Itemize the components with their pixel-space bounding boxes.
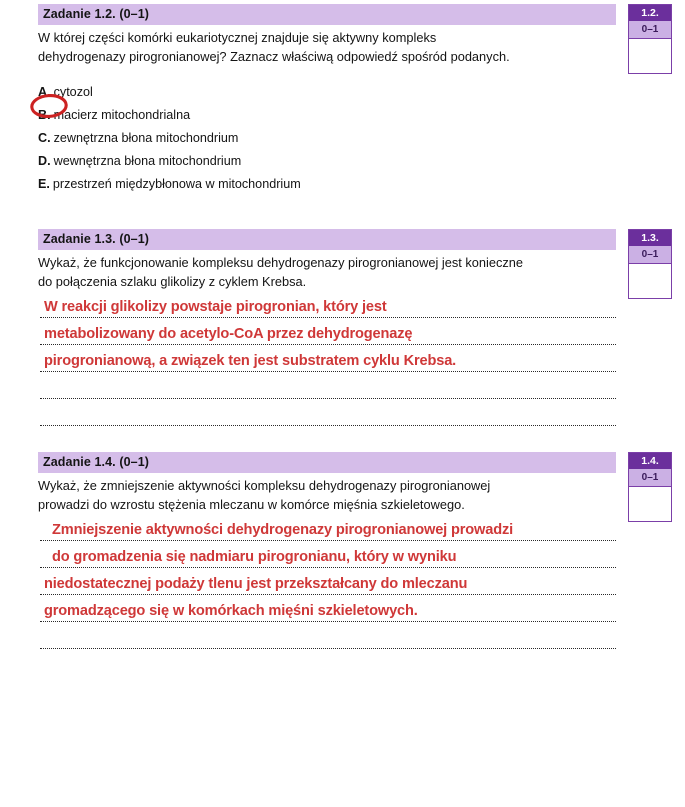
scorebox-1-2-value[interactable] <box>629 39 671 73</box>
task-1-2-stem <box>38 25 616 66</box>
option-e-letter: E. <box>38 177 50 191</box>
option-a-label: cytozol <box>53 85 93 99</box>
scorebox-1-4-number: 1.4. <box>629 453 671 469</box>
scorebox-1-3-range: 0–1 <box>629 246 671 264</box>
task-block-1-3 <box>38 229 678 430</box>
writing-line[interactable] <box>38 295 616 322</box>
writing-line[interactable] <box>38 322 616 349</box>
option-c-letter: C. <box>38 131 51 145</box>
task-1-4-stem-line-2: prowadzi do wzrostu stężenia mleczanu w komórce mięśnia szkieletowego. <box>38 497 465 512</box>
task-1-4-body <box>38 452 616 653</box>
option-c[interactable] <box>38 127 616 150</box>
option-c-label: zewnętrzna błona mitochondrium <box>53 131 239 145</box>
task-block-1-4 <box>38 452 678 653</box>
scorebox-1-3-number: 1.3. <box>629 230 671 246</box>
task-1-4-header: Zadanie 1.4. (0–1) <box>38 452 616 473</box>
option-d-letter: D. <box>38 154 51 168</box>
option-a[interactable] <box>38 81 616 104</box>
scorebox-1-4 <box>628 452 672 522</box>
scorebox-1-2 <box>628 4 672 74</box>
writing-line[interactable] <box>38 403 616 430</box>
task-1-2-header: Zadanie 1.2. (0–1) <box>38 4 616 25</box>
option-e[interactable] <box>38 173 616 196</box>
writing-line[interactable] <box>38 545 616 572</box>
task-block-1-2 <box>38 4 678 196</box>
scorebox-1-3 <box>628 229 672 299</box>
scorebox-1-4-range: 0–1 <box>629 469 671 487</box>
handwritten-answer-line: niedostatecznej podaży tlenu jest przekształcany do mleczanu <box>44 576 468 592</box>
task-1-3-answer-area[interactable] <box>38 295 616 430</box>
writing-line[interactable] <box>38 572 616 599</box>
option-b-label: macierz mitochondrialna <box>53 108 191 122</box>
option-a-letter: A. <box>38 85 51 99</box>
handwritten-answer-line: W reakcji glikolizy powstaje pirogronian, który jest <box>44 299 387 315</box>
task-1-3-stem-line-2: do połączenia szlaku glikolizy z cyklem Krebsa. <box>38 274 307 289</box>
scorebox-1-4-value[interactable] <box>629 487 671 521</box>
option-d[interactable] <box>38 150 616 173</box>
task-1-4-stem-line-1: Wykaż, że zmniejszenie aktywności kompleksu dehydrogenazy pirogronianowej <box>38 478 491 493</box>
option-b-letter: B. <box>38 108 51 122</box>
option-b[interactable] <box>38 104 616 127</box>
task-1-2-stem-line-1: W której części komórki eukariotycznej znajduje się aktywny kompleks <box>38 30 437 45</box>
task-1-4-stem <box>38 473 616 514</box>
task-1-3-stem <box>38 250 616 291</box>
writing-line[interactable] <box>38 626 616 653</box>
task-1-2-stem-line-2: dehydrogenazy pirogronianowej? Zaznacz właściwą odpowiedź spośród podanych. <box>38 49 510 64</box>
option-e-label: przestrzeń międzybłonowa w mitochondrium <box>52 177 301 191</box>
writing-line[interactable] <box>38 518 616 545</box>
task-1-3-header: Zadanie 1.3. (0–1) <box>38 229 616 250</box>
task-1-4-answer-area[interactable] <box>38 518 616 653</box>
handwritten-answer-line: pirogronianową, a związek ten jest substratem cyklu Krebsa. <box>44 353 457 369</box>
writing-line[interactable] <box>38 599 616 626</box>
option-d-label: wewnętrzna błona mitochondrium <box>53 154 242 168</box>
handwritten-answer-line: do gromadzenia się nadmiaru pirogronianu, który w wyniku <box>52 549 457 565</box>
handwritten-answer-line: gromadzącego się w komórkach mięśni szkieletowych. <box>44 603 418 619</box>
task-1-3-body <box>38 229 616 430</box>
scorebox-1-2-range: 0–1 <box>629 21 671 39</box>
answer-options-list <box>38 81 616 196</box>
writing-line[interactable] <box>38 376 616 403</box>
scorebox-1-3-value[interactable] <box>629 264 671 298</box>
writing-line[interactable] <box>38 349 616 376</box>
task-1-3-stem-line-1: Wykaż, że funkcjonowanie kompleksu dehydrogenazy pirogronianowej jest konieczne <box>38 255 524 270</box>
handwritten-answer-line: Zmniejszenie aktywności dehydrogenazy pirogronianowej prowadzi <box>52 522 514 538</box>
task-1-2-body <box>38 4 616 196</box>
scorebox-1-2-number: 1.2. <box>629 5 671 21</box>
handwritten-answer-line: metabolizowany do acetylo-CoA przez dehydrogenazę <box>44 326 413 342</box>
